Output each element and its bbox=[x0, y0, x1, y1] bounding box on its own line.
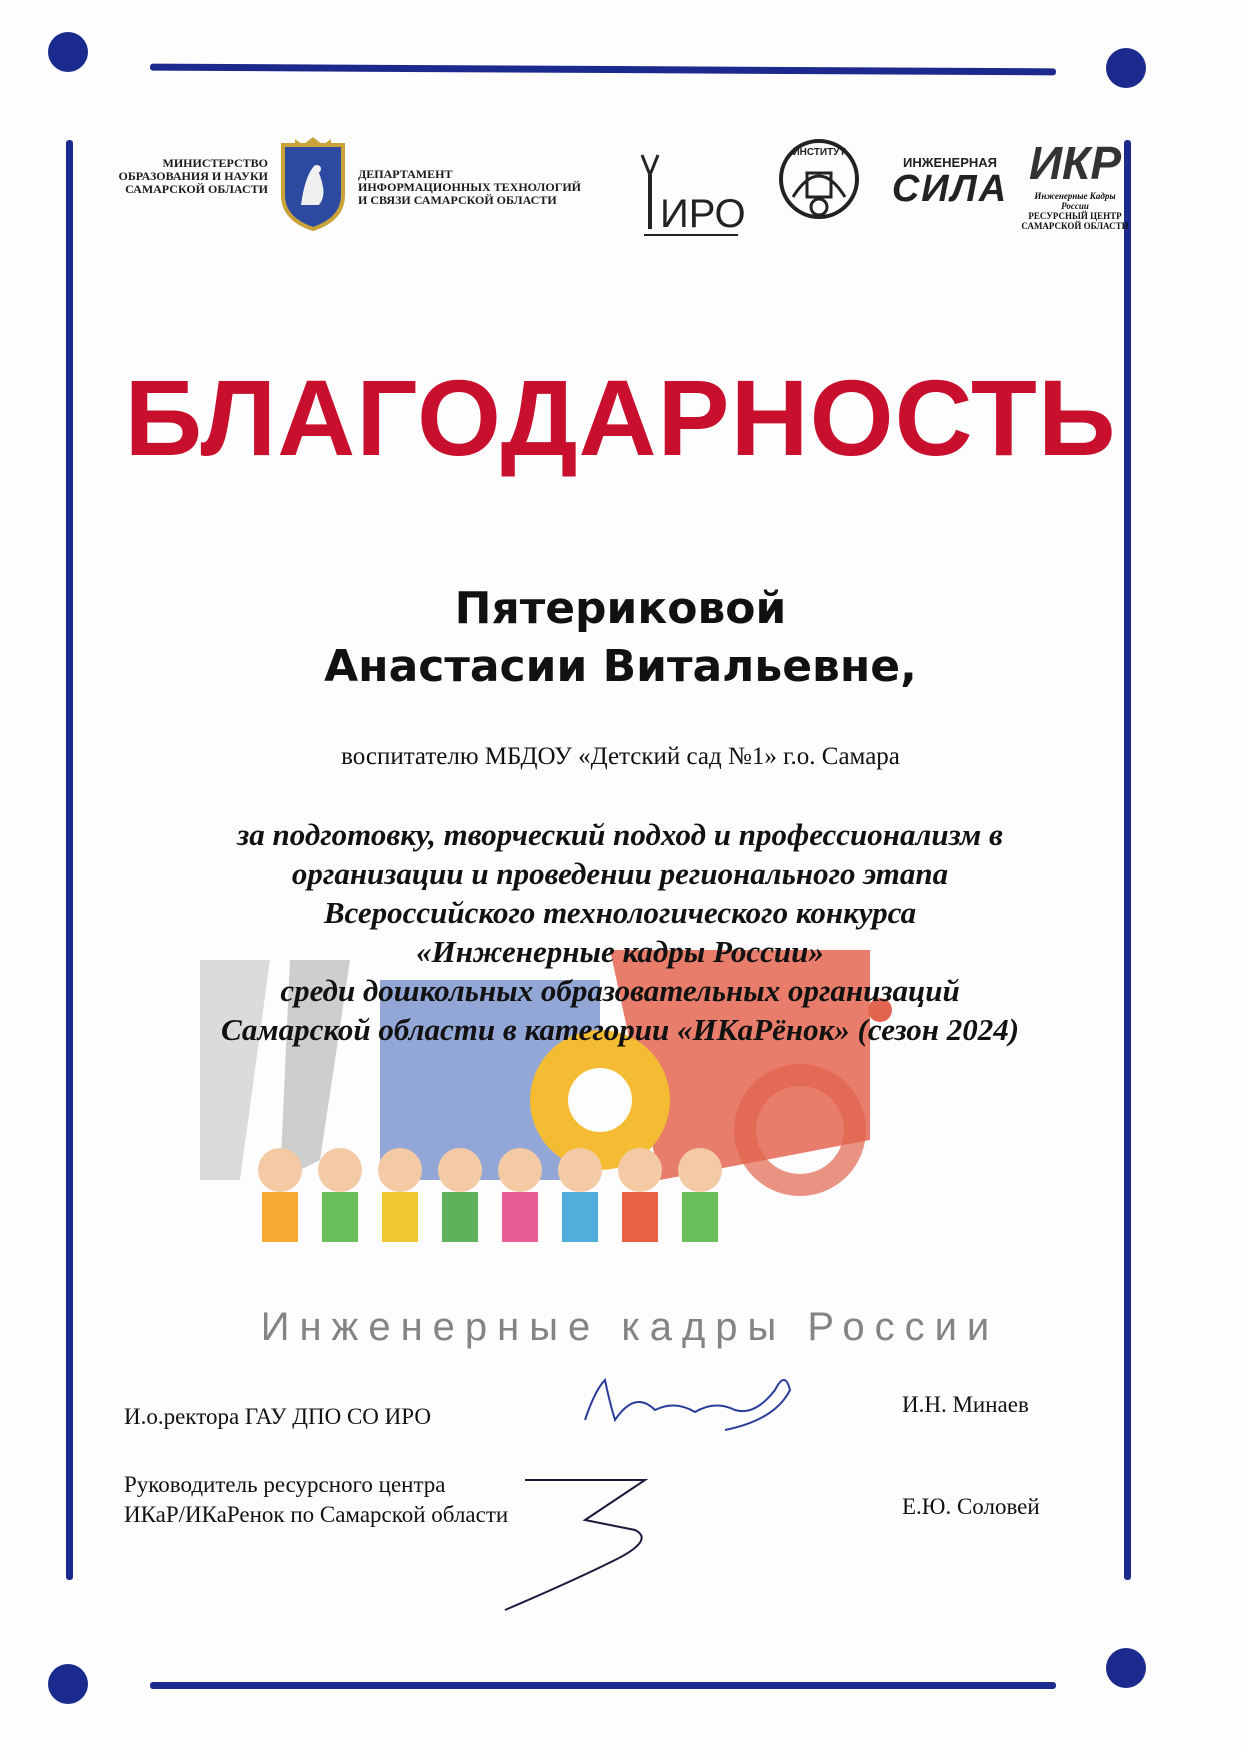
svg-text:ИНСТИТУТ: ИНСТИТУТ bbox=[792, 147, 846, 158]
engineering-force-logo: ИНЖЕНЕРНАЯ СИЛА bbox=[891, 155, 1009, 210]
frame-dot-top-left bbox=[48, 32, 88, 72]
frame-dot-bottom-left bbox=[48, 1664, 88, 1704]
logos-row bbox=[90, 135, 1129, 255]
iro-logo-icon bbox=[620, 145, 760, 245]
signatory-2-role: Руководитель ресурсного центра ИКаР/ИКаРенок по Самарской области bbox=[124, 1472, 509, 1527]
recipient-name: Пятериковой Анастасии Витальевне, bbox=[324, 583, 917, 692]
frame-line-top bbox=[150, 64, 1056, 76]
institute-logo-icon bbox=[775, 135, 863, 231]
signatory-2-name: Е.Ю. Соловей bbox=[902, 1494, 1040, 1519]
frame-dot-bottom-right bbox=[1106, 1648, 1146, 1688]
svg-text:ИРО: ИРО bbox=[660, 192, 746, 236]
signatory-1-role: И.о.ректора ГАУ ДПО СО ИРО bbox=[124, 1404, 431, 1429]
certificate-title: БЛАГОДАРНОСТЬ bbox=[124, 357, 1117, 478]
recipient-position: воспитателю МБДОУ «Детский сад №1» г.о. Самара bbox=[341, 743, 900, 770]
ministry-label: МИНИСТЕРСТВО ОБРАЗОВАНИЯ И НАУКИ САМАРСКОЙ ОБЛАСТИ bbox=[118, 156, 268, 196]
signature-2-icon bbox=[495, 1460, 735, 1620]
svg-text:Инженерные кадры России: Инженерные кадры России bbox=[260, 1305, 1000, 1349]
signature-1-icon bbox=[575, 1360, 815, 1440]
samara-coat-of-arms-icon bbox=[275, 135, 351, 231]
signatory-1-name: И.Н. Минаев bbox=[902, 1392, 1029, 1417]
frame-line-bottom bbox=[150, 1682, 1056, 1689]
ikr-logo: ИКР Инженерные Кадры России РЕСУРСНЫЙ ЦЕНТР САМАРСКОЙ ОБЛАСТИ bbox=[1021, 137, 1129, 231]
gratitude-reason: за подготовку, творческий подход и профессионализм в организации и проведении регионального этапа Всероссийского технологического конкурса «Инженерные кадры России» среди дошкольных образовательных организаций Самарской области в категории «ИКаРёнок» (сезон 2024) bbox=[220, 817, 1020, 1047]
department-label: ДЕПАРТАМЕНТ ИНФОРМАЦИОННЫХ ТЕХНОЛОГИЙ И СВЯЗИ САМАРСКОЙ ОБЛАСТИ bbox=[358, 167, 581, 207]
frame-dot-top-right bbox=[1106, 48, 1146, 88]
